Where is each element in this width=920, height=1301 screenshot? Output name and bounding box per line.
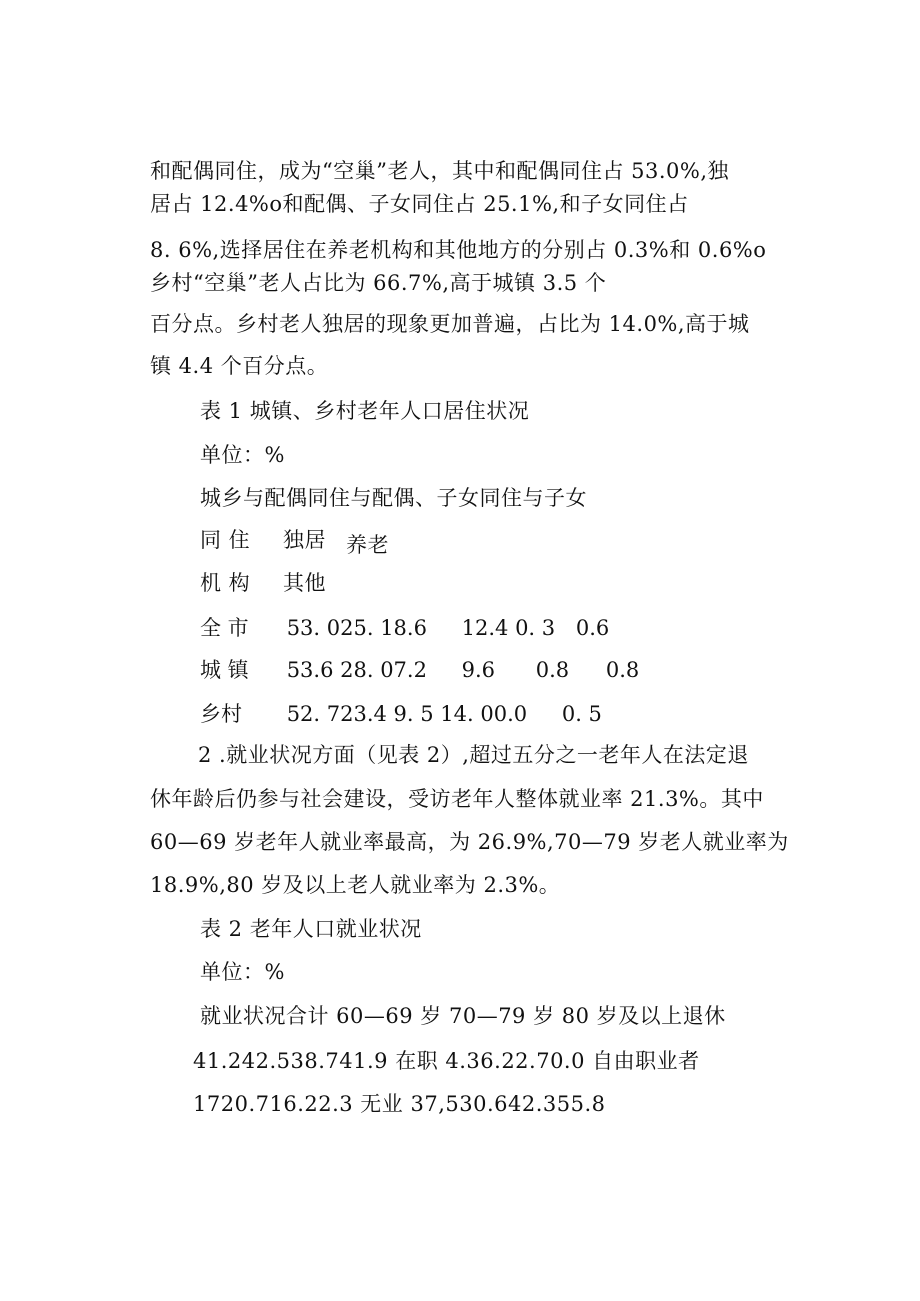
table-line: 就业状况合计 60—69 岁 70—79 岁 80 岁及以上退休 — [200, 1004, 726, 1028]
paragraph-line: 百分点。乡村老人独居的现象更加普遍，占比为 14.0%,高于城 — [150, 312, 750, 336]
table-title: 表 1 城镇、乡村老年人口居住状况 — [200, 399, 530, 423]
table-header: 城乡与配偶同住与配偶、子女同住与子女 — [200, 486, 587, 510]
table-cell: 53. 025. 18.6 — [286, 616, 427, 640]
paragraph-line: 居占 12.4%o和配偶、子女同住占 25.1%,和子女同住占 — [150, 192, 689, 216]
table-line: 1720.716.22.3 无业 37,530.642.355.8 — [193, 1092, 606, 1116]
table-row — [200, 656, 653, 684]
table-header: 养老 — [346, 533, 389, 557]
table-cell: 52. 723.4 9. 5 14. 00.0 — [286, 702, 528, 726]
table-header: 机 构 — [200, 571, 251, 595]
table-unit: 单位：% — [200, 443, 285, 467]
row-label: 乡村 — [200, 702, 242, 726]
table-unit: 单位：% — [200, 960, 285, 984]
paragraph-line: 18.9%,80 岁及以上老人就业率为 2.3%。 — [150, 873, 561, 897]
paragraph-line: 和配偶同住，成为“空巢”老人，其中和配偶同住占 53.0%,独 — [150, 159, 730, 183]
table-header: 其他 — [283, 571, 326, 595]
paragraph-line: 镇 4.4 个百分点。 — [150, 354, 329, 378]
table-header: 独居 — [283, 528, 326, 552]
paragraph-line: 60—69 岁老年人就业率最高，为 26.9%,70—79 岁老人就业率为 — [150, 830, 789, 854]
table-cell: 0. 5 — [561, 702, 602, 726]
table-cell: 53.6 28. 07.2 — [286, 658, 427, 682]
paragraph-line: 2 .就业状况方面（见表 2）,超过五分之一老年人在法定退 — [198, 743, 749, 767]
table-cell: 0.6 — [575, 616, 610, 640]
table-line: 41.242.538.741.9 在职 4.36.22.70.0 自由职业者 — [193, 1049, 700, 1073]
table-cell: 9.6 — [461, 658, 496, 682]
table-cell: 0.8 — [605, 658, 640, 682]
row-label: 全 市 — [200, 616, 249, 640]
table-title: 表 2 老年人口就业状况 — [200, 917, 422, 941]
table-row — [200, 614, 623, 642]
paragraph-line: 休年龄后仍参与社会建设，受访老年人整体就业率 21.3%。其中 — [150, 787, 764, 811]
table-header: 同 住 — [200, 528, 251, 552]
row-label: 城 镇 — [200, 658, 249, 682]
table-cell: 12.4 0. 3 — [461, 616, 556, 640]
table-cell: 0.8 — [535, 658, 570, 682]
table-row — [200, 700, 616, 728]
paragraph-line: 乡村“空巢”老人占比为 66.7%,高于城镇 3.5 个 — [150, 271, 607, 295]
paragraph-line: 8. 6%,选择居住在养老机构和其他地方的分别占 0.3%和 0.6%o — [150, 238, 767, 262]
